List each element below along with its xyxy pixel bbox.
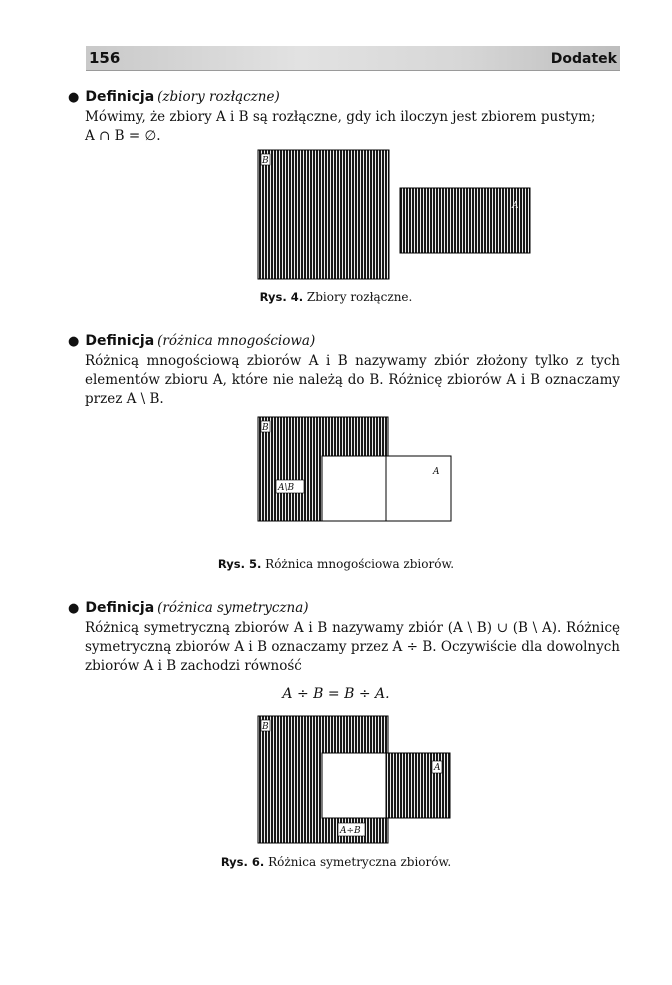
figure-caption xyxy=(0,290,672,304)
caption-label: Rys. 6. xyxy=(220,855,265,869)
definition-disjoint-sets xyxy=(68,87,620,146)
definition-subtitle: (różnica mnogościowa) xyxy=(157,333,316,349)
definition-text-line: Mówimy, że zbiory A i B są rozłączne, gdy ich iloczyn jest zbiorem pustym; xyxy=(85,109,596,125)
caption-text: Różnica mnogościowa zbiorów. xyxy=(265,557,455,571)
figure-caption xyxy=(0,557,672,571)
definition-text: Różnicą mnogościową zbiorów A i B nazywamy zbiór złożony tylko z tych elementów zbioru A, które nie należą do B. Różnicę zbiorów A i B oznaczamy przez A \ B. xyxy=(85,353,620,407)
bullet-icon: ● xyxy=(68,334,80,349)
section-title: Dodatek xyxy=(550,51,617,67)
definition-keyword: Definicja xyxy=(85,333,155,349)
caption-label: Rys. 4. xyxy=(259,290,304,304)
equation: A ÷ B = B ÷ A. xyxy=(282,686,390,702)
set-a-label: A xyxy=(433,467,440,477)
set-a-label: A xyxy=(434,763,441,773)
definition-symmetric-difference xyxy=(68,598,620,676)
definition-formula: A ∩ B = ∅. xyxy=(85,128,161,144)
page-number: 156 xyxy=(89,49,121,67)
caption-text: Zbiory rozłączne. xyxy=(306,290,413,304)
definition-keyword: Definicja xyxy=(85,600,155,616)
caption-text: Różnica symetryczna zbiorów. xyxy=(268,855,452,869)
figure-set-difference xyxy=(256,417,456,523)
intersection-region xyxy=(322,753,386,818)
caption-label: Rys. 5. xyxy=(217,557,262,571)
bullet-icon: ● xyxy=(68,601,80,616)
set-b-label: B xyxy=(262,156,269,166)
definition-subtitle: (różnica symetryczna) xyxy=(157,600,309,616)
set-a-region xyxy=(400,188,530,253)
set-b-label: B xyxy=(262,423,269,433)
figure-caption xyxy=(0,855,672,869)
bullet-icon: ● xyxy=(68,90,80,105)
definition-subtitle: (zbiory rozłączne) xyxy=(157,89,280,105)
figure-symmetric-difference xyxy=(256,716,456,846)
page-header xyxy=(86,46,620,71)
set-b-label: B xyxy=(262,722,269,732)
symmetric-difference-label: A÷B xyxy=(340,826,361,836)
set-b-region xyxy=(258,150,389,279)
figure-disjoint-sets xyxy=(256,150,536,282)
definition-set-difference xyxy=(68,331,620,409)
set-a-label: A xyxy=(512,201,519,211)
difference-label: A\B xyxy=(278,483,295,493)
definition-text: Różnicą symetryczną zbiorów A i B nazywamy zbiór (A \ B) ∪ (B \ A). Różnicę symetryczną zbiorów A i B oznaczamy przez A ÷ B. Oczywiście dla dowolnych zbiorów A i B zachodzi równość xyxy=(85,620,620,674)
definition-keyword: Definicja xyxy=(85,89,155,105)
